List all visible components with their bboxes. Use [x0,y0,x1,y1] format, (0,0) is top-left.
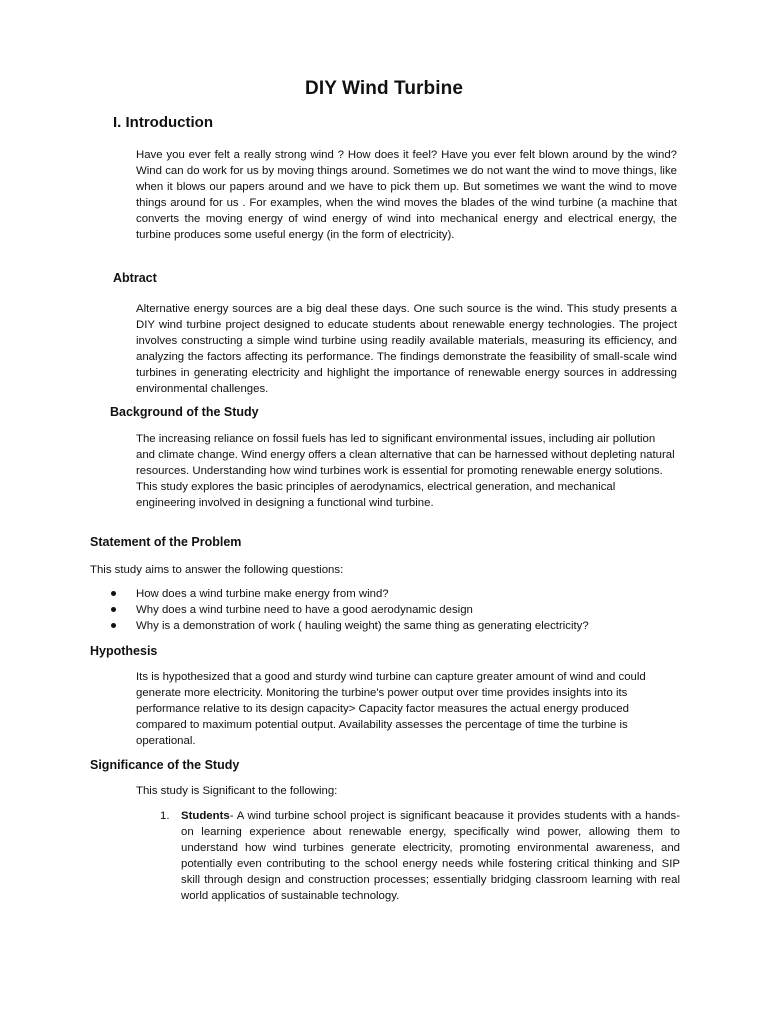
statement-of-problem-heading: Statement of the Problem [90,535,242,549]
abtract-paragraph: Alternative energy sources are a big deal these days. One such source is the wind. This study presents a DIY wind turbine project designed to educate students about renewable energy technologies. The project involves constructing a simple wind turbine using readily available materials, measuring its efficiency, and analyzing the factors affecting its performance. The findings demonstrate the feasibility of small-scale wind turbines in generating electricity and highlight the importance of renewable energy sources in addressing environmental challenges. [136,303,677,395]
list-item [110,602,670,618]
significance-item-students [160,808,680,904]
problem-question-list [110,586,670,634]
abtract-heading: Abtract [113,271,157,285]
item-number: 1. [160,810,170,822]
bullet-icon [111,623,116,628]
document-title: DIY Wind Turbine [305,78,463,99]
item-lead: Students [181,810,230,822]
list-item [110,586,670,602]
bullet-icon [111,607,116,612]
question-text: Why is a demonstration of work ( hauling weight) the same thing as generating electricity? [136,620,589,632]
introduction-heading: I. Introduction [113,114,213,131]
bullet-icon [111,591,116,596]
hypothesis-paragraph: Its is hypothesized that a good and sturdy wind turbine can capture greater amount of wind and could generate more electricity. Monitoring the turbine's power output over time provides insights into its performance relative to its design capacity> Capacity factor measures the actual energy produced compared to maximum potential output. Availability assesses the percentage of time the turbine is operational. [136,671,646,747]
item-text: - A wind turbine school project is significant beacause it provides students with a hands-on learning experience about renewable energy, specifically wind power, allowing them to understand how wind turbines generate electricity, promoting environmental awareness, and potentially even contributing to the school energy needs while fostering critical thinking and SIP skill through design and construction processes; essentially bridging classroom learning with real world applicatios of sustainable technology. [181,810,680,902]
introduction-paragraph: Have you ever felt a really strong wind ? How does it feel? Have you ever felt blown around by the wind? Wind can do work for us by moving things around. Sometimes we do not want the wind to move things, like when it blows our papers around and we have to pick them up. But sometimes we want the wind to move things around for us . For examples, when the wind moves the blades of the wind turbine (a machine that converts the moving energy of wind energy of wind into mechanical energy and electrical energy, the turbine produces some useful energy (in the form of electricity). [136,149,677,241]
background-paragraph: The increasing reliance on fossil fuels has led to significant environmental issues, including air pollution and climate change. Wind energy offers a clean alternative that can be harnessed without depleting natural resources. Understanding how wind turbines work is essential for promoting renewable energy solutions. This study explores the basic principles of aerodynamics, electrical generation, and mechanical engineering involved in designing a functional wind turbine. [136,433,675,509]
question-text: Why does a wind turbine need to have a good aerodynamic design [136,604,473,616]
list-item [110,618,670,634]
item-body [181,808,680,904]
hypothesis-heading: Hypothesis [90,644,158,658]
background-heading: Background of the Study [110,405,259,419]
question-text: How does a wind turbine make energy from wind? [136,588,389,600]
statement-of-problem-intro: This study aims to answer the following questions: [90,564,344,576]
significance-intro: This study is Significant to the following: [136,785,338,797]
significance-heading: Significance of the Study [90,758,240,772]
